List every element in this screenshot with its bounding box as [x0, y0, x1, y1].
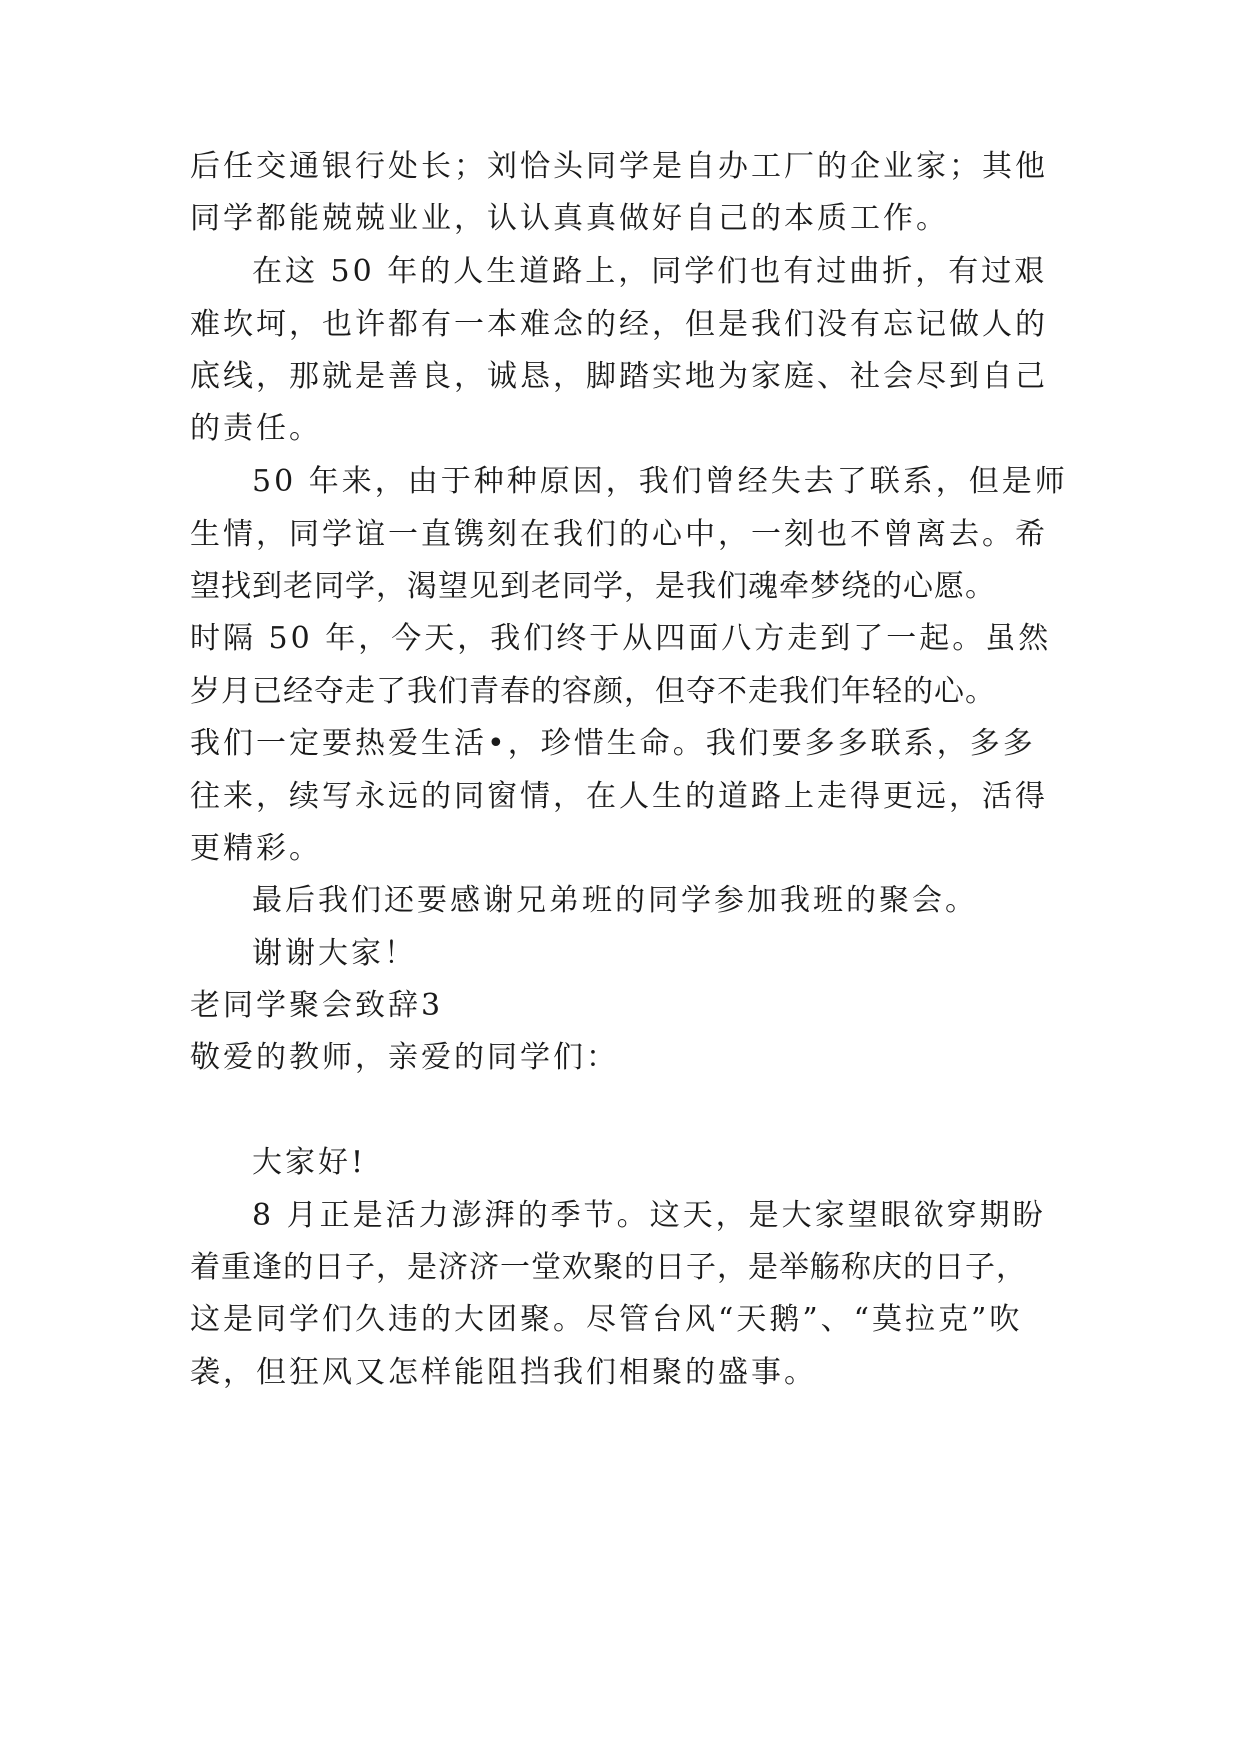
text-line: 生情，同学谊一直镌刻在我们的心中，一刻也不曾离去。希 — [190, 517, 1048, 552]
text-line: 底线，那就是善良，诚恳，脚踏实地为家庭、社会尽到自己 — [190, 359, 1048, 394]
text-line: 难坎坷，也许都有一本难念的经，但是我们没有忘记做人的 — [190, 307, 1048, 342]
text-line: 袭，但狂风又怎样能阻挡我们相聚的盛事。 — [190, 1355, 817, 1390]
text-line: 8 月正是活力澎湃的季节。这天，是大家望眼欲穿期盼 — [252, 1198, 1046, 1233]
text-line: 我们一定要热爱生活•，珍惜生命。我们要多多联系，多多 — [190, 726, 1036, 761]
text-line: 时隔 50 年，今天，我们终于从四面八方走到了一起。虽然 — [190, 621, 1052, 656]
text-line: 着重逢的日子，是济济一堂欢聚的日子，是举觞称庆的日子， — [190, 1250, 1027, 1285]
text-line: 这是同学们久违的大团聚。尽管台风“天鹅”、“莫拉克”吹 — [190, 1302, 1023, 1337]
text-line: 更精彩。 — [190, 831, 322, 866]
text-line: 的责任。 — [190, 411, 322, 446]
text-line: 岁月已经夺走了我们青春的容颜，但夺不走我们年轻的心。 — [190, 674, 996, 709]
section-title: 老同学聚会致辞3 — [190, 988, 444, 1023]
text-line: 在这 50 年的人生道路上，同学们也有过曲折，有过艰 — [252, 254, 1048, 289]
text-line: 谢谢大家！ — [252, 936, 417, 971]
text-line: 50 年来，由于种种原因，我们曾经失去了联系，但是师 — [252, 464, 1068, 499]
text-line: 往来，续写永远的同窗情，在人生的道路上走得更远，活得 — [190, 779, 1048, 814]
text-line: 同学都能兢兢业业，认认真真做好自己的本质工作。 — [190, 201, 949, 236]
text-line: 后任交通银行处长；刘恰头同学是自办工厂的企业家；其他 — [190, 149, 1048, 184]
text-line: 望找到老同学，渴望见到老同学，是我们魂牵梦绕的心愿。 — [190, 569, 996, 604]
greeting-line: 敬爱的教师，亲爱的同学们： — [190, 1040, 619, 1075]
text-line: 大家好! — [252, 1145, 367, 1180]
text-line: 最后我们还要感谢兄弟班的同学参加我班的聚会。 — [252, 883, 978, 918]
